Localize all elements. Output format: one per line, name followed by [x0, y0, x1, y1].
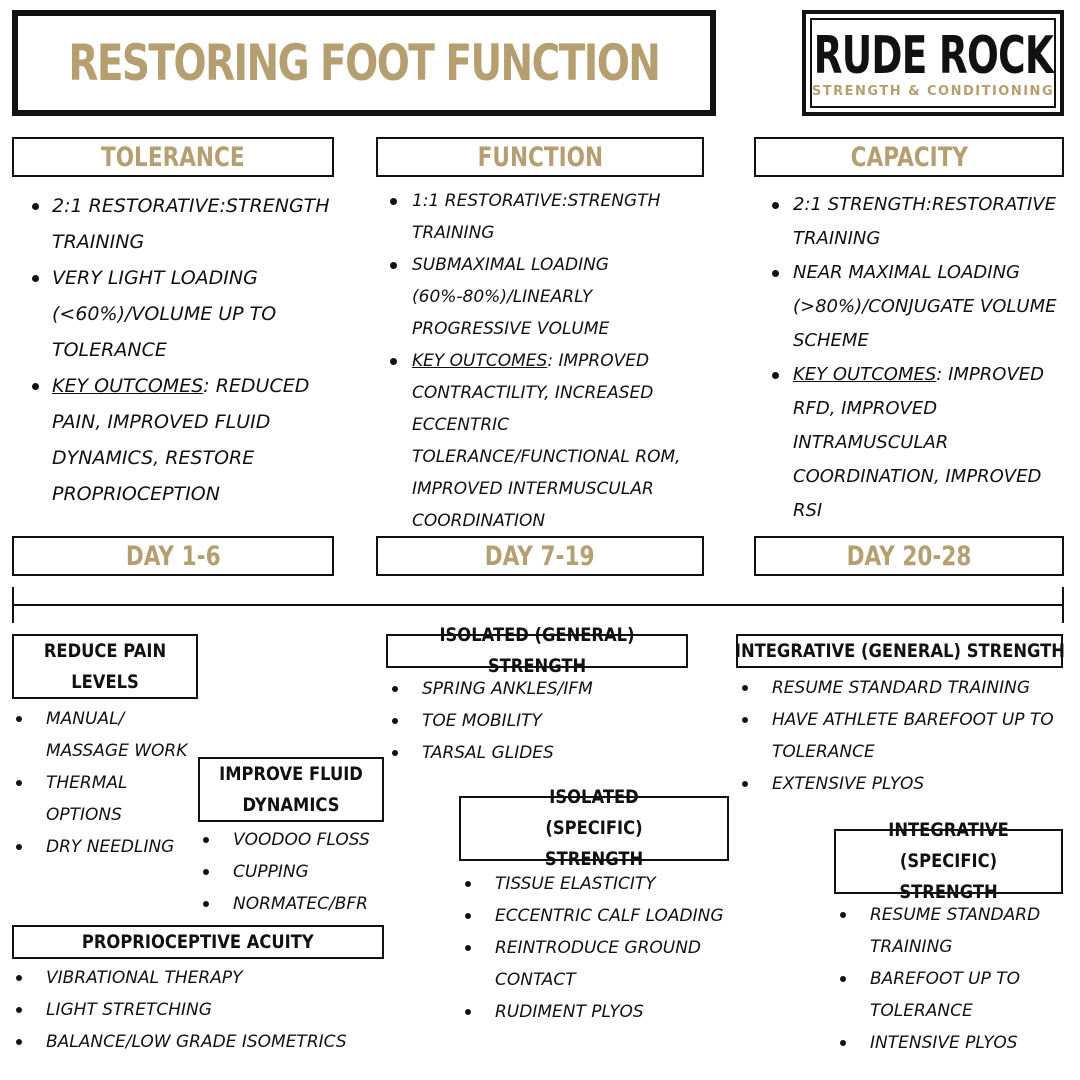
key-outcomes-text: : REDUCED PAIN, IMPROVED FLUID DYNAMICS, RESTORE PROPRIOCEPTION — [52, 375, 310, 505]
list-item: 2:1 RESTORATIVE:STRENGTH TRAINING — [30, 188, 330, 260]
list-item: TARSAL GLIDES — [388, 737, 688, 769]
list-item: 1:1 RESTORATIVE:STRENGTH TRAINING — [388, 185, 698, 249]
day-range-2 — [376, 536, 704, 576]
list-item: RUDIMENT PLYOS — [461, 996, 731, 1028]
list-item — [30, 368, 330, 512]
list-item: BALANCE/LOW GRADE ISOMETRICS — [12, 1026, 392, 1058]
integrative-general-list — [738, 672, 1068, 800]
key-outcomes-text: : IMPROVED RFD, IMPROVED INTRAMUSCULAR COORDINATION, IMPROVED RSI — [793, 364, 1044, 521]
key-outcomes-label: KEY OUTCOMES — [52, 375, 204, 397]
phase-header-label: CAPACITY — [850, 141, 968, 173]
section-title: ISOLATED (SPECIFIC) STRENGTH — [544, 786, 644, 870]
list-item: MANUAL/ MASSAGE WORK — [12, 703, 192, 767]
section-integrative-general — [736, 634, 1063, 668]
phase-header-label: FUNCTION — [477, 141, 603, 173]
list-item: VIBRATIONAL THERAPY — [12, 962, 392, 994]
list-item: THERMAL OPTIONS — [12, 767, 136, 831]
list-item: VOODOO FLOSS — [199, 824, 389, 856]
list-item: LIGHT STRETCHING — [12, 994, 392, 1026]
key-outcomes-text: : IMPROVED CONTRACTILITY, INCREASED ECCENTRIC TOLERANCE/FUNCTIONAL ROM, IMPROVED INTERMUSCULAR COORDINATION — [412, 351, 681, 531]
phase-details-tolerance — [30, 188, 330, 512]
list-item: SUBMAXIMAL LOADING (60%-80%)/LINEARLY PROGRESSIVE VOLUME — [388, 249, 698, 345]
phase-header-capacity — [754, 137, 1064, 177]
day-range-label: DAY 7-19 — [485, 540, 595, 572]
day-range-3 — [754, 536, 1064, 576]
phase-header-function — [376, 137, 704, 177]
section-title: INTEGRATIVE (SPECIFIC) STRENGTH — [888, 819, 1009, 903]
brand-logo — [802, 10, 1064, 116]
list-item: NORMATEC/BFR — [199, 888, 389, 920]
fluid-dynamics-list — [199, 824, 389, 920]
list-item: NEAR MAXIMAL LOADING (>80%)/CONJUGATE VOLUME SCHEME — [770, 256, 1070, 358]
section-title: INTEGRATIVE (GENERAL) STRENGTH — [734, 639, 1065, 662]
logo-frame — [810, 18, 1056, 108]
section-reduce-pain — [12, 634, 198, 699]
day-range-1 — [12, 536, 334, 576]
logo-tagline: STRENGTH & CONDITIONING — [811, 83, 1055, 99]
phase-header-label: TOLERANCE — [101, 141, 245, 173]
phase-details-function — [388, 185, 698, 537]
list-item: 2:1 STRENGTH:RESTORATIVE TRAINING — [770, 188, 1070, 256]
isolated-specific-list — [461, 868, 731, 1028]
list-item — [388, 345, 698, 537]
day-range-label: DAY 1-6 — [125, 540, 221, 572]
list-item: DRY NEEDLING — [12, 831, 192, 863]
list-item: ECCENTRIC CALF LOADING — [461, 900, 731, 932]
list-item: CUPPING — [199, 856, 389, 888]
key-outcomes-label: KEY OUTCOMES — [412, 351, 548, 371]
section-fluid-dynamics — [198, 757, 384, 822]
section-title: REDUCE PAIN LEVELS — [43, 639, 167, 693]
day-range-label: DAY 20-28 — [846, 540, 972, 572]
title-banner — [12, 10, 716, 116]
section-isolated-specific — [459, 786, 729, 870]
phase-header-tolerance — [12, 137, 334, 177]
integrative-specific-list — [836, 899, 1066, 1059]
section-title: ISOLATED (GENERAL) STRENGTH — [439, 624, 635, 677]
section-integrative-specific — [834, 819, 1063, 903]
logo-wordmark: RUDE ROCK — [813, 25, 1053, 86]
list-item: EXTENSIVE PLYOS — [738, 768, 1068, 800]
list-item: TOE MOBILITY — [388, 705, 688, 737]
list-item: HAVE ATHLETE BAREFOOT UP TO TOLERANCE — [738, 704, 1062, 768]
section-title: IMPROVE FLUID DYNAMICS — [219, 762, 363, 816]
page-title: RESTORING FOOT FUNCTION — [68, 34, 660, 92]
list-item: RESUME STANDARD TRAINING — [738, 672, 1068, 704]
list-item: VERY LIGHT LOADING (<60%)/VOLUME UP TO TOLERANCE — [30, 260, 330, 368]
key-outcomes-label: KEY OUTCOMES — [793, 364, 937, 385]
timeline — [0, 585, 1080, 625]
isolated-general-list — [388, 673, 688, 769]
list-item: SPRING ANKLES/IFM — [388, 673, 688, 705]
list-item: RESUME STANDARD TRAINING — [836, 899, 1050, 963]
proprioceptive-list — [12, 962, 392, 1058]
list-item: TISSUE ELASTICITY — [461, 868, 731, 900]
section-proprioceptive-acuity — [12, 925, 384, 959]
phase-details-capacity — [770, 188, 1070, 528]
list-item: INTENSIVE PLYOS — [836, 1027, 1066, 1059]
section-title: PROPRIOCEPTIVE ACUITY — [82, 930, 314, 953]
section-isolated-general — [386, 624, 688, 677]
list-item: BAREFOOT UP TO TOLERANCE — [836, 963, 1040, 1027]
list-item — [770, 358, 1070, 528]
list-item: REINTRODUCE GROUND CONTACT — [461, 932, 705, 996]
reduce-pain-list — [12, 703, 192, 863]
